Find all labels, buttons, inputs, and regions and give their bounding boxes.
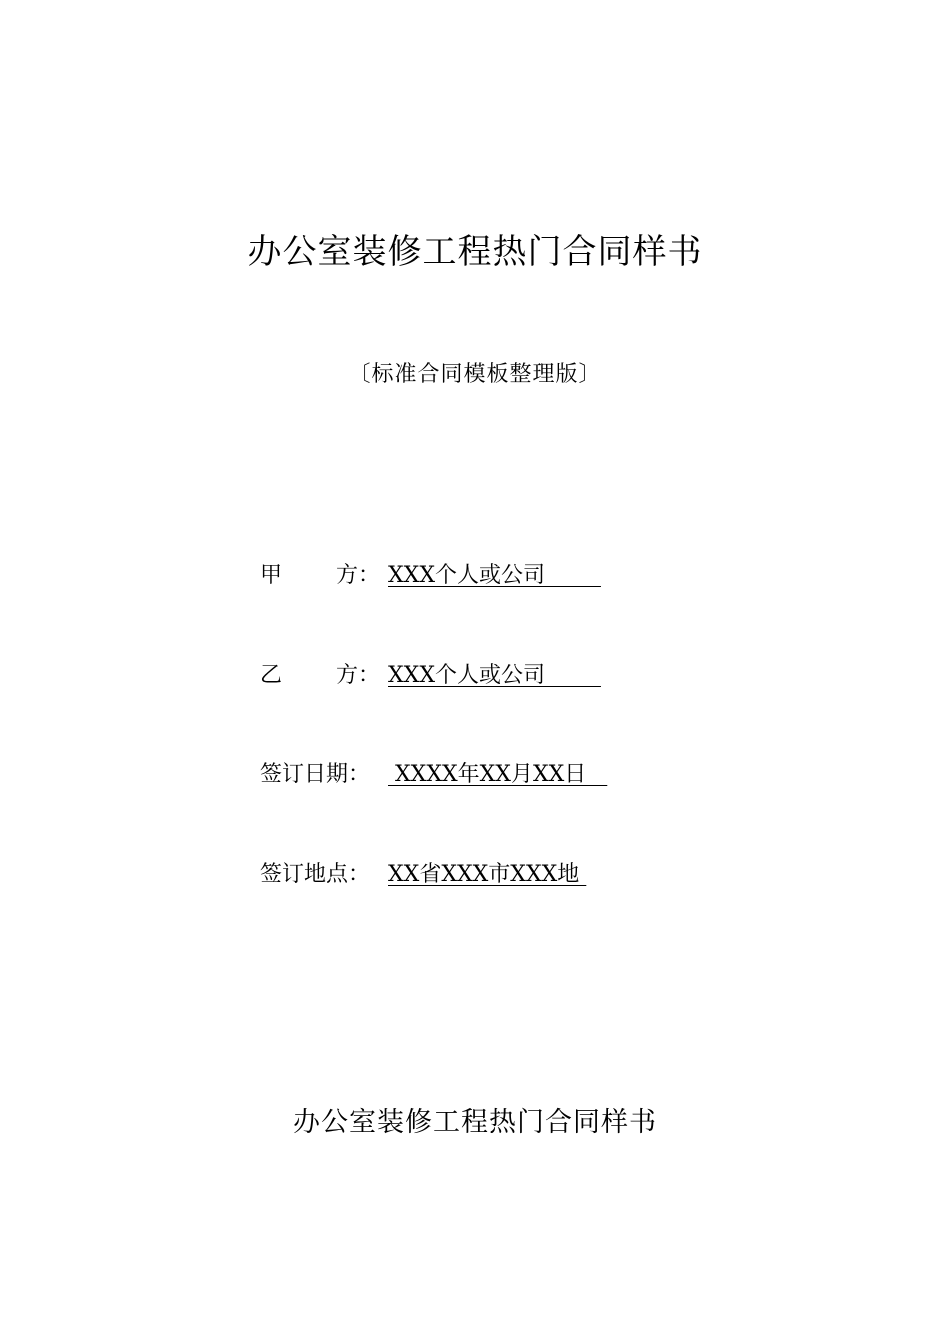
party-b-row xyxy=(260,661,601,691)
signing-place-value: XX省XXX市XXX地 xyxy=(388,862,587,887)
party-a-row xyxy=(260,561,601,591)
party-a-label xyxy=(260,561,388,591)
party-a-label-last: 方： xyxy=(336,563,381,588)
signing-place-row xyxy=(260,860,586,890)
signing-date-value: XXXX年XX月XX日 xyxy=(388,762,608,787)
document-subtitle: 〔标准合同模板整理版〕 xyxy=(348,362,602,387)
signing-date-row xyxy=(260,760,607,790)
party-a-label-first: 甲 xyxy=(260,563,283,588)
party-a-value: XXX个人或公司 xyxy=(388,563,601,588)
party-b-value: XXX个人或公司 xyxy=(388,663,601,688)
party-b-label xyxy=(260,661,388,691)
party-b-label-first: 乙 xyxy=(260,663,283,688)
party-b-label-last: 方： xyxy=(336,663,381,688)
signing-date-label: 签订日期： xyxy=(260,762,371,787)
signing-place-label: 签订地点： xyxy=(260,862,371,887)
footer-title: 办公室装修工程热门合同样书 xyxy=(293,1107,657,1138)
document-title: 办公室装修工程热门合同样书 xyxy=(247,232,703,272)
